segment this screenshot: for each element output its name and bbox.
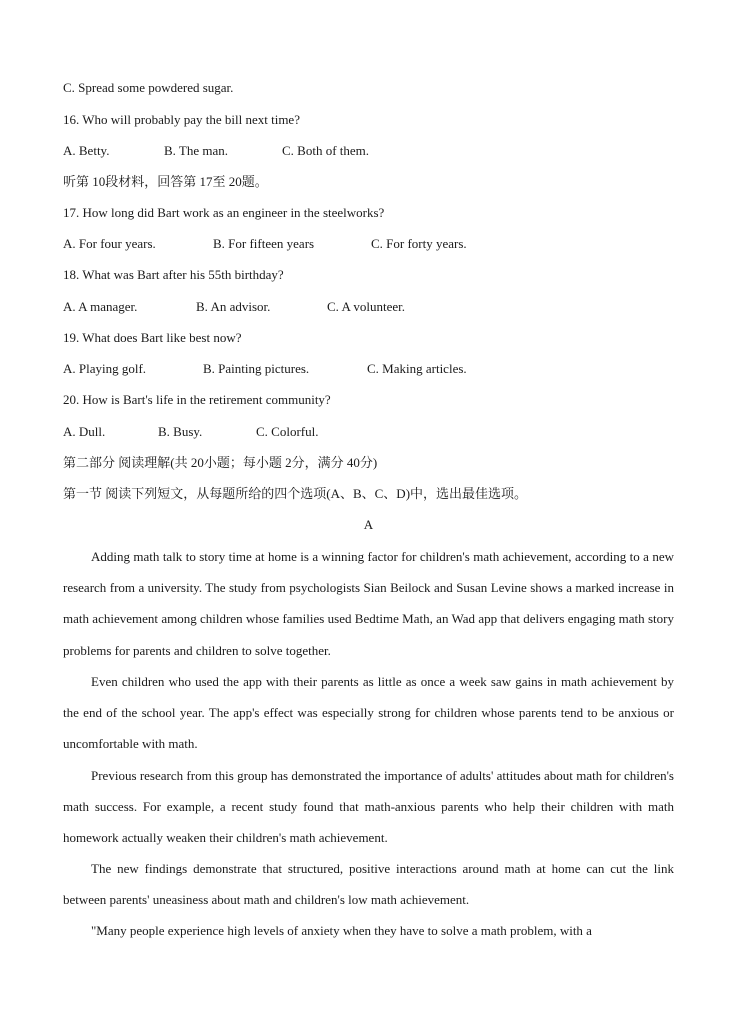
q18-options bbox=[63, 298, 674, 316]
option-b: B. An advisor. bbox=[196, 299, 271, 314]
option-c: C. Making articles. bbox=[367, 361, 467, 376]
q20-question: 20. How is Bart's life in the retirement community? bbox=[63, 392, 331, 407]
q20-options bbox=[63, 423, 674, 441]
passage-paragraph-5: "Many people experience high levels of anxiety when they have to solve a math problem, with a bbox=[91, 923, 592, 938]
option-a: A. Betty. bbox=[63, 143, 110, 158]
option-b: B. The man. bbox=[164, 143, 229, 158]
passage-paragraph-2: Even children who used the app with their parents as little as once a week saw gains in math achievement by the end of the school year. The app's effect was especially strong for children whose parents tend to be anxious or uncomfortable with math. bbox=[63, 674, 674, 752]
option-a: A. Playing golf. bbox=[63, 361, 147, 376]
q19-question: 19. What does Bart like best now? bbox=[63, 330, 242, 345]
passage-paragraph-3: Previous research from this group has demonstrated the importance of adults' attitudes about math for children's math success. For example, a recent study found that math-anxious parents who help their children with math homework actually weaken their children's math achievement. bbox=[63, 768, 674, 846]
option-c: C. Colorful. bbox=[256, 424, 319, 439]
passage-paragraph-1: Adding math talk to story time at home is a winning factor for children's math achievement, according to a new research from a university. The study from psychologists Sian Beilock and Susan Levine shows a marked increase in math achievement among children whose families used Bedtime Math, an Wad app that delivers engaging math story problems for parents and children to solve together. bbox=[63, 549, 674, 658]
option-a: A. For four years. bbox=[63, 236, 156, 251]
option-c: C. For forty years. bbox=[371, 236, 467, 251]
q18-question: 18. What was Bart after his 55th birthday? bbox=[63, 267, 284, 282]
section1-heading: 第一节 阅读下列短文，从每题所给的四个选项(A、B、C、D)中，选出最佳选项。 bbox=[63, 486, 528, 501]
option-c: C. A volunteer. bbox=[327, 299, 405, 314]
option-c: C. Both of them. bbox=[282, 143, 370, 158]
passage-paragraph-4: The new findings demonstrate that structured, positive interactions around math at home can cut the link between parents' uneasiness about math and children's low math achievement. bbox=[63, 861, 674, 908]
q17-question: 17. How long did Bart work as an engineer in the steelworks? bbox=[63, 205, 385, 220]
option-b: B. For fifteen years bbox=[213, 236, 315, 251]
q15-option-c: C. Spread some powdered sugar. bbox=[63, 80, 234, 95]
q16-question: 16. Who will probably pay the bill next time? bbox=[63, 112, 300, 127]
option-a: A. A manager. bbox=[63, 299, 138, 314]
option-b: B. Painting pictures. bbox=[203, 361, 310, 376]
option-a: A. Dull. bbox=[63, 424, 106, 439]
section10-instruction: 听第 10段材料，回答第 17至 20题。 bbox=[63, 174, 268, 189]
part2-heading: 第二部分 阅读理解(共 20小题；每小题 2分，满分 40分) bbox=[63, 455, 378, 470]
q19-options bbox=[63, 360, 674, 378]
passage-label: A bbox=[363, 517, 374, 532]
option-b: B. Busy. bbox=[158, 424, 203, 439]
q17-options bbox=[63, 235, 674, 253]
q16-options bbox=[63, 142, 674, 160]
